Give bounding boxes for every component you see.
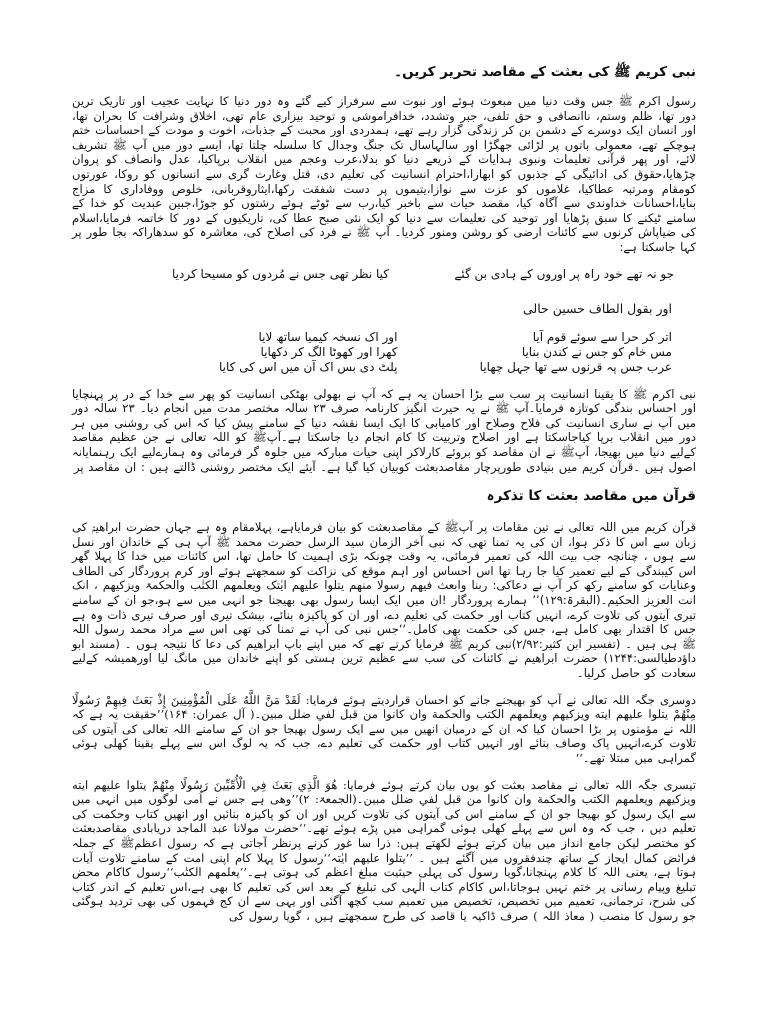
first-mention-paragraph: قرآن کریم میں اللہ تعالی نے تین مقامات پر آپﷺ کے مقاصدبعثت کو بیان فرمایاہے، پہلامقام وہ ہے جہاں حضرت ابراھیمؑ کی زبان سے اس کا ذکر ہوا، ان کی یہ تمنا تھی کہ نبی آخر الزمان سید الرسل حضرت محمد ﷺ آپ ہی کے خاندان اور نسل سے ہوں ، چنانچہ جب بیت اللہ کی تعمیر فرمائی، یہ وقت چونکہ بڑی اہمیت کا حامل تھا، اس کائنات میں خدا کا پہلا گھر اس کیبندگی کے لیے تعمیر کیا جا رہا تھا اس احساس اور اہم موقع کی نزاکت کو سمجھتے ہوئے اور کرم پروردگار کی الطاف وعنایات کو سامنے رکھ کر آپ نے دعاکی: ربنا وابعث فیھم رسولا منھم یتلوا علیھم ایٰتک ویعلمھم الکتٰب والحکمۃ ویزکیھم ، انک انت العزیز الحکیم۔(البقرۃ:۱۲۹)’’ ہمارے پروردگار !ان میں ایک ایسا رسول بھی بھیجنا جو انہی میں سے ہو،جو ان کے سامنے تیری آیتوں کی تلاوت کرے، انہیں کتاب اور حکمت کی تعلیم دے، اور ان کو پاکیزہ بنائے، بیشک تیری اور صرف تیری ذات وہ ہے جس کا اقتدار بھی کامل ہے، جس کی حکمت بھی کامل۔‘‘جس نبی کی آپ نے تمنا کی تھی اس سے مراد محمد رسول اللہ ﷺ ہی ہیں ۔ (تفسیر ابن کثیر:۲/۹۲)نبی کریم ﷺ فرمایا کرتے تھے کہ میں اپنے باپ ابراھیم کی دعا کا نتیجہ ہوں ۔ (مسند ابو داؤدطیالسی:۱۲۴۴) حضرت ابراھیم نے کائنات کی سب سے عظیم ترین ہستی کو اپنے خاندان میں مانگ لیا اورھمیشہ کےلیے سعادت کو حاصل کرلیا۔ [72,520,697,681]
verse-left: اور اک نسخہ کیمیا ساتھ لایا [258,329,398,344]
couplet-right-hemistich: جو نہ تھے خود راہ پر اوروں کے ہادی بن گئے [454,266,674,281]
couplet-left-hemistich: کیا نظر تھی جس نے مُردوں کو مسیحا کردیا [172,266,390,281]
section-heading: قرآن میں مقاصد بعثت کا تذکرہ [486,488,696,505]
poet-attribution: اور بقول الطاف حسین حالی [522,300,672,316]
intro-paragraph: رسول اکرم ﷺ جس وقت دنیا میں مبعوث ہوئے اور نبوت سے سرفراز کیے گئے وہ دور دنیا کا نہایت عجیب اور تاریک ترین دور تھا، ظلم وستم، ناانصافی و حق تلفی، جبر وتشدد، خدافراموشی و توحید بیزاری عام تھی، اخلاق وشرافت کا بحران تھا، اور انسان ایک دوسرے کے دشمن بن کر زندگی گزار رہے تھے، ہمدردی اور محبت کے جذبات، اخوت و مودت کے احساسات ختم ہوچکے تھے، معمولی باتوں پر لڑائی جھگڑا اور سالہاسال تک جنگ وجدال کا سلسلہ چلتا تھا، ایسے دور میں آپ ﷺ تشریف لائے، اور پھر قرآنی تعلیمات ونبوی ہدایات کے ذریعے دنیا کو بدلا،عرب وعجم میں انقلاب برپاکیا، عدل وانصاف کو پروان چڑھایا،حقوق کی ادائیگی کے جذبوں کو ابھارا،احترام انسانیت کی تعلیم دی، قتل وغارت گری سے انسانوں کو روکا، عورتوں کومقام ومرتبہ عطاکیا، غلاموں کو عزت سے نوازا،یتیموں پر دست شفقت رکھا،ایثاروقربانی، خلوص ووفاداری کا مزاج بنایا،احسانات خداوندی سے آگاہ کیا، مقصد حیات سے باخبر کیا،رب سے ٹوٹے ہوئے رشتوں کو جوڑا،جبین عبدیت کو خدا کے سامنے ٹیکنے کا سبق پڑھایا اور توحید کی تعلیمات سے دنیا کو ایک نئی صبح عطا کی، تاریکیوں کے دور کا خاتمہ فرمایا،اسلام کی ضیاپاش کرنوں سے کائنات ارضی کو روشن ومنور کردیا۔ آپ ﷺ نے فرد کی اصلاح کی، معاشرہ کو سدھاراکہ بجا طور پر کہا جاسکتا ہے: [72,94,696,254]
page-heading: نبی کریم ﷺ کی بعثت کے مقاصد تحریر کریں۔ [394,64,696,80]
hali-poem [72,330,696,375]
verse-right: عرب جس پہ قرنوں سے تھا جہل چھایا [479,359,672,374]
verse-right: اتر کر حرا سے سوئے قوم آیا [532,329,672,344]
couplet-row [72,267,696,282]
poem-verse [144,360,672,375]
couplet [72,267,696,282]
second-mention-paragraph: دوسری جگہ اللہ تعالی نے آپ کو بھیجنے جانے کو احسان قراردیتے ہوئے فرمایا: لَقَدْ مَنَّ اللَّهُ عَلَى الْمُؤْمِنِينَ إِذْ بَعَثَ فِيهِمْ رَسُولًا مِنْهُمْ يتلوا عليهم ايته ويزكيهم ويعلمهم الكتب والحكمة وان كانوا من قبل لفي ضلل مبين۔( آل عمران: ۱۶۴)’’حقیقت یہ ہے کہ اللہ نے مؤمنوں پر بڑا احسان کیا کہ ان کے درمیان انھیں میں سے ایک رسول بھیجا جو ان کے سامنے اللہ تعالی کی آیتوں کی تلاوت کرے،انہیں پاک وصاف بنائے اور انہیں کتاب اور حکمت کی تعلیم دے، جب کہ یہ لوگ اس سے پہلے یقینا کھلی ہوئی گمراہی میں مبتلا تھے۔‘‘ [72,692,696,765]
poem-verse [144,345,672,360]
verse-right: مس خام کو جس نے کندن بنایا [521,344,672,359]
verse-left: پلٹ دی بس اک آن میں اس کی کایا [218,359,398,374]
mission-paragraph: نبی اکرم ﷺ کا یقینا انسانیت پر سب سے بڑا احسان یہ ہے کہ آپ نے بھولی بھٹکی انسانیت کو پھر سے خدا کے در پر پہنچایا اور احساس بندگی کوتازہ فرمایا۔آپ ﷺ نے یہ حیرت انگیز کارنامہ صرف ۲۳ سالہ مختصر مدت میں انجام دیا۔ ۲۳ سالہ دور میں آپ نے ساری انسانیت کی فلاح وصلاح اور کامیابی کا ایک ایسا نقشہ دنیا کے سامنے پیش کیا کہ اس کی روشنی میں ہر دور میں انقلاب برپا کیاجاسکتا ہے اور اصلاح وتربیت کا کام انجام دیا جاسکتا ہے۔آپﷺ کو اللہ تعالی نے جن عظیم مقاصد کےلیے دنیا میں بھیجا، آپﷺ نے ان مقاصد کو بروئے کارلاکر اپنی حیات مبارکہ میں جلوہ گر فرمائی وہ ہمارےلیے ایک رہنمایانہ اصول ہیں ۔قرآن کریم میں بنیادی طورپرچار مقاصدبعثت کوبیان کیا گیا ہے۔ آیئے ایک مختصر روشنی ڈالتے ہیں : ان مقاصد پر [72,386,696,474]
poem-verse [144,330,672,345]
verse-left: کھرا اور کھوٹا الگ کر دکھایا [260,344,398,359]
third-mention-paragraph: تیسری جگہ اللہ تعالی نے مقاصد بعثت کو یوں بیان کرتے ہوئے فرمایا: هُوَ الَّذِي بَعَثَ فِي الْأُمِّيِّينَ رَسُولًا مِنْهُمْ يتلوا عليهم ايته ويزكيهم ويعلمهم الكتب والحكمة وان كانوا من قبل لفي ضلل مبين۔(الجمعۃ: ۲)’’وهی ہے جس نے اُمی لوگوں میں انہی میں سے ایک رسول کو بھیجا جو ان کے سامنے اس کی آیتوں کی تلاوت کریں اور ان کو پاکیزہ بنائیں اور انھیں کتاب وحکمت کی تعلیم دیں ، جب کہ وہ اس سے پہلے کھلی ہوئی گمراہی میں پڑے ہوئے تھے۔‘‘حضرت مولانا عبد الماجد دریابادی مقاصدبعثت کو مختصر لیکن جامع انداز میں بیان کرتے ہوئے لکھتے ہیں: ذرا سا غور کرنے پرنظر آجاتی ہے کہ رسول اعظمﷺ کے جملہ فرائض کمال ایجاز کے ساتھ چندفقروں میں آگئے ہیں ۔ ’’یتلوا علیھم ایٰتہ‘‘رسول کا پہلا کام اپنی امت کے سامنے تلاوت آیات ہوتا ہے، یعنی اللہ کا کلام پہنچانا،گویا رسول کی پہلی حیثیت مبلغ اعظم کی ہوتی ہے۔’’یعلمھم الکتٰب‘‘رسول کاکام محض تبلیغ وپیام رسانی پر ختم نہیں ہوجاتا،اس کاکام کتاب الٰہی کی تبلیغ کے بعد اس کی تعلیم کا بھی ہے،اس تعلیم کے اندر کتاب کی شرح، ترجمانی، تعمیم میں تخصیص، تخصیص میں تعمیم سب کچھ آگئی اور یہی سے ان کج فہموں کی بھی تردید ہوگئی جو رسول کا منصب ( معاذ اللہ ) صرف ڈاکیہ یا قاصد کی طرح سمجھتے ہیں ، گویا رسول کی [72,777,697,923]
